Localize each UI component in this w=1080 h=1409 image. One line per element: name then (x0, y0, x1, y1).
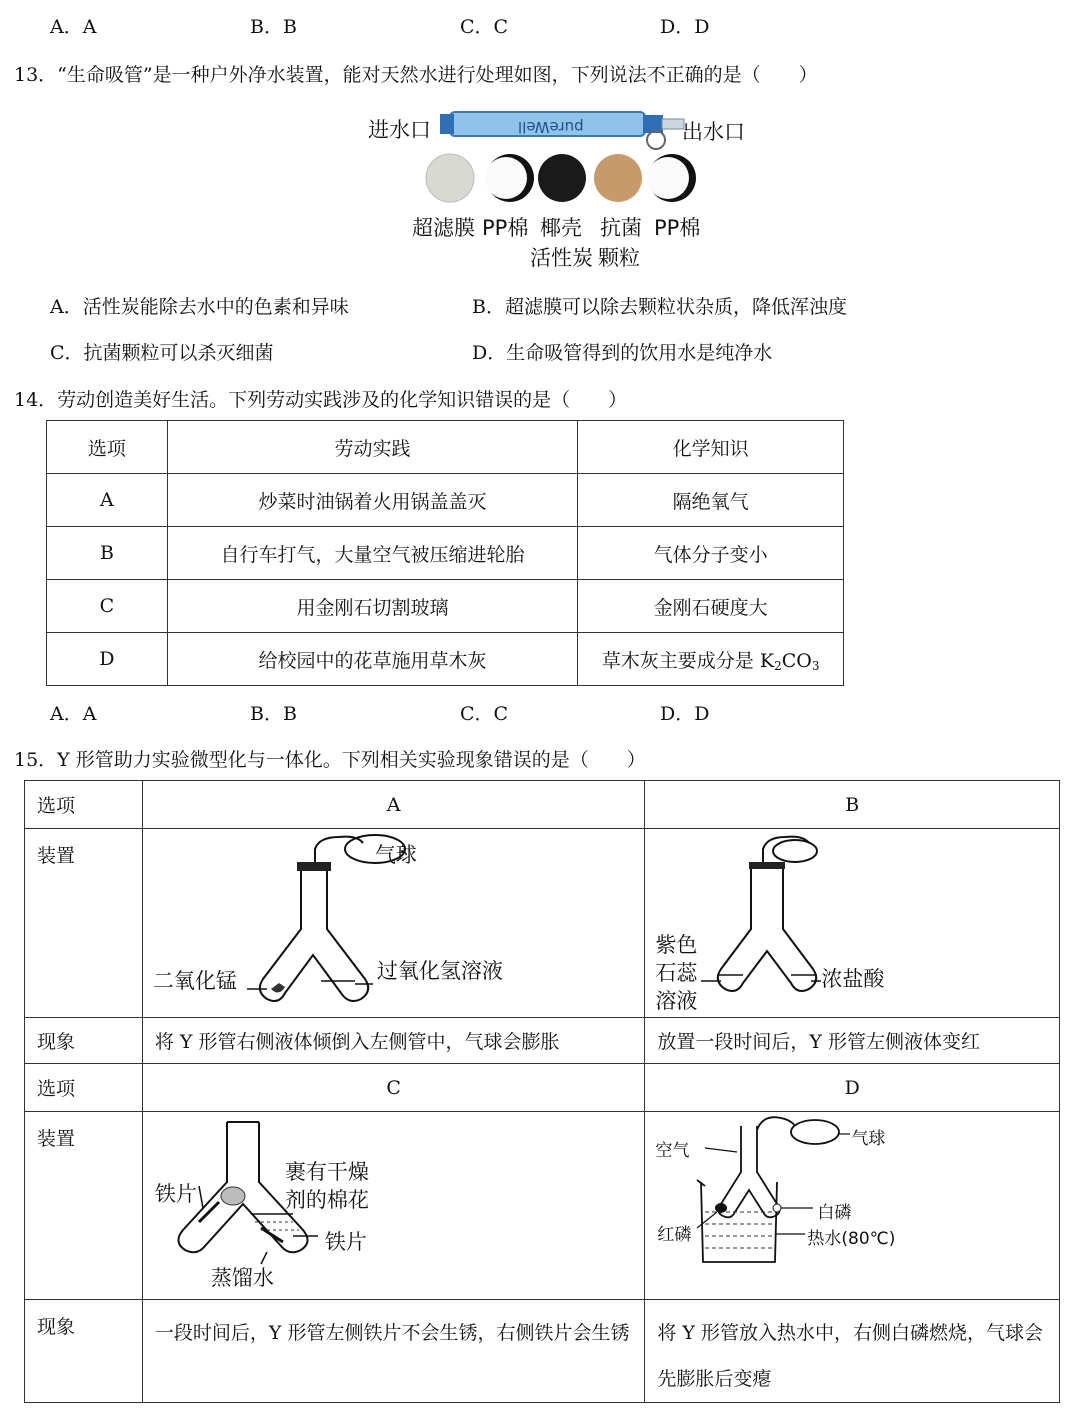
row-option: B (47, 527, 168, 580)
row-knowledge: 金刚石硬度大 (578, 580, 844, 633)
question-14-stem: 14．劳动创造美好生活。下列劳动实践涉及的化学知识错误的是（ ） (14, 389, 628, 411)
table-row (25, 781, 1060, 829)
iron-left-label: 铁片 (154, 1182, 197, 1206)
header-knowledge: 化学知识 (578, 421, 844, 474)
outlet-label: 出水口 (682, 120, 745, 144)
q14-option-c[interactable]: C．C (460, 703, 509, 725)
column-d-title: D (645, 1064, 1060, 1112)
layer-ultrafiltration-label: 超滤膜 (412, 216, 475, 240)
column-b-title: B (645, 781, 1060, 829)
iron-right-label: 铁片 (324, 1230, 367, 1254)
option-d[interactable]: D．D (660, 16, 710, 38)
option-b[interactable]: B．B (250, 16, 297, 38)
q14-option-a[interactable]: A．A (50, 703, 97, 725)
question-15-stem: 15．Y 形管助力实验微型化与一体化。下列相关实验现象错误的是（ ） (14, 749, 646, 771)
phenomenon-b: 放置一段时间后，Y 形管左侧液体变红 (645, 1018, 1060, 1064)
row-knowledge: 气体分子变小 (578, 527, 844, 580)
q14-option-d[interactable]: D．D (660, 703, 710, 725)
air-label: 空气 (655, 1141, 690, 1161)
option-c[interactable]: C．C (460, 16, 509, 38)
white-phosphorus-label: 白磷 (817, 1203, 852, 1223)
label-device-2: 装置 (25, 1112, 143, 1300)
cotton-label-line2: 剂的棉花 (284, 1188, 369, 1212)
layer-particles-label: 颗粒 (598, 246, 640, 270)
device-b-cell (645, 829, 1060, 1018)
table-row (25, 1112, 1060, 1300)
row-practice: 炒菜时油锅着火用锅盖盖灭 (167, 474, 577, 527)
label-device: 装置 (25, 829, 143, 1018)
label-option: 选项 (25, 781, 143, 829)
q14-table (46, 420, 844, 686)
column-a-title: A (142, 781, 644, 829)
table-row (47, 527, 844, 580)
row-option: A (47, 474, 168, 527)
litmus-label-line3: 溶液 (655, 989, 698, 1013)
k2co3-formula: $K_2CO_3$ (759, 649, 820, 673)
distilled-water-label: 蒸馏水 (210, 1266, 274, 1290)
device-d-cell (645, 1112, 1060, 1300)
table-row (47, 633, 844, 686)
table-row (25, 1064, 1060, 1112)
device-c-cell (142, 1112, 644, 1300)
q13-option-a[interactable]: A．活性炭能除去水中的色素和异味 (50, 296, 349, 318)
header-practice: 劳动实践 (167, 421, 577, 474)
row-knowledge (578, 633, 844, 686)
phenomenon-d: 将 Y 形管放入热水中，右侧白磷燃烧，气球会先膨胀后变瘪 (645, 1300, 1060, 1403)
label-phenomenon: 现象 (25, 1018, 143, 1064)
table-row (25, 1300, 1060, 1403)
cotton-label-line1: 裹有干燥 (284, 1160, 369, 1184)
layer-pp-cotton-label: PP棉 (482, 216, 529, 240)
row-knowledge: 隔绝氧气 (578, 474, 844, 527)
row-option: D (47, 633, 168, 686)
table-row (47, 474, 844, 527)
table-row (47, 580, 844, 633)
life-straw-figure (360, 100, 760, 270)
mno2-label: 二氧化锰 (152, 969, 237, 993)
device-a-cell (142, 829, 644, 1018)
row-practice: 自行车打气，大量空气被压缩进轮胎 (167, 527, 577, 580)
label-option-2: 选项 (25, 1064, 143, 1112)
phenomenon-c: 一段时间后，Y 形管左侧铁片不会生锈，右侧铁片会生锈 (142, 1300, 644, 1403)
header-option: 选项 (47, 421, 168, 474)
q15-table (24, 780, 1060, 1403)
row-practice: 用金刚石切割玻璃 (167, 580, 577, 633)
option-a[interactable]: A．A (50, 16, 97, 38)
phenomenon-a: 将 Y 形管右侧液体倾倒入左侧管中，气球会膨胀 (142, 1018, 644, 1064)
table-header-row (47, 421, 844, 474)
q13-option-d[interactable]: D．生命吸管得到的饮用水是纯净水 (472, 342, 773, 364)
table-row (25, 1018, 1060, 1064)
litmus-label-line1: 紫色 (655, 933, 698, 957)
layer-antibacterial-label: 抗菌 (600, 216, 642, 240)
balloon-label-d: 气球 (851, 1129, 886, 1149)
inlet-label: 进水口 (368, 118, 431, 142)
label-phenomenon-2: 现象 (25, 1300, 143, 1403)
table-row (25, 829, 1060, 1018)
hcl-label: 浓盐酸 (821, 967, 885, 991)
hot-water-label: 热水(80℃) (807, 1229, 896, 1249)
h2o2-label: 过氧化氢溶液 (376, 959, 503, 983)
q13-option-c[interactable]: C．抗菌颗粒可以杀灭细菌 (50, 342, 274, 364)
balloon-label-a: 气球 (374, 843, 417, 867)
column-c-title: C (142, 1064, 644, 1112)
red-phosphorus-label: 红磷 (657, 1225, 692, 1245)
row-option: C (47, 580, 168, 633)
knowledge-text: 草木灰主要成分是 (601, 649, 754, 672)
litmus-label-line2: 石蕊 (655, 961, 698, 985)
question-13-stem: 13．“生命吸管”是一种户外净水装置，能对天然水进行处理如图，下列说法不正确的是（ ） (14, 64, 818, 86)
layer-coconut-label: 椰壳 (540, 216, 582, 240)
q14-option-b[interactable]: B．B (250, 703, 297, 725)
layer-pp-cotton-2-label: PP棉 (654, 216, 701, 240)
q13-option-b[interactable]: B．超滤膜可以除去颗粒状杂质，降低浑浊度 (472, 296, 847, 318)
layer-activated-carbon-label: 活性炭 (530, 246, 593, 270)
row-practice: 给校园中的花草施用草木灰 (167, 633, 577, 686)
brand-logo-text: pureWell (518, 118, 584, 136)
